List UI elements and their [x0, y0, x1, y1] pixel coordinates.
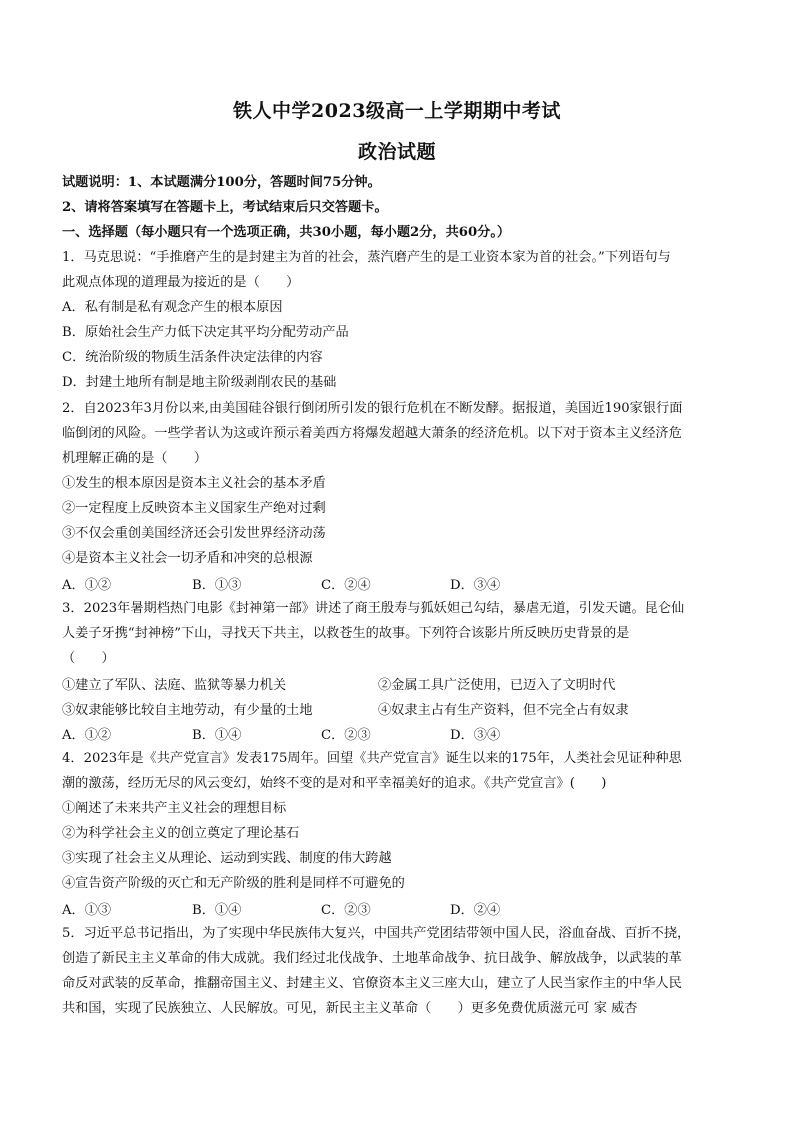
section-heading: 一、选择题（每小题只有一个选项正确，共30小题，每小题2分，共60分。）: [62, 225, 511, 240]
q5-stem-line-3: 命反对武装的反革命，推翻帝国主义、封建主义、官僚资本主义三座大山，建立了人民当家作主的中华人民: [62, 976, 682, 991]
exam-subtitle: 政治试题: [357, 141, 436, 163]
q2-statement-2: ②一定程度上反映资本主义国家生产绝对过剩: [62, 501, 326, 516]
q2-statement-1: ①发生的根本原因是资本主义社会的基本矛盾: [62, 476, 326, 491]
q3-statements-row-1: [62, 674, 738, 694]
q5-stem-line-1: 5．习近平总书记指出，为了实现中华民族伟大复兴，中国共产党团结带领中国人民，浴血奋战、百折不挠，: [62, 926, 691, 941]
q1-stem-line-2: 此观点体现的道理最为接近的是（ ）: [62, 275, 300, 290]
q4-option-d: D．②④: [450, 903, 501, 918]
q4-option-a: A．①③: [62, 903, 112, 918]
q4-statement-4: ④宣告资产阶级的灭亡和无产阶级的胜利是同样不可避免的: [62, 876, 405, 891]
q2-stem-line-1: 2．自2023年3月份以来,由美国硅谷银行倒闭所引发的银行危机在不断发酵。据报道，美国近190家银行面: [62, 401, 683, 416]
instruction-line-1: 试题说明：1、本试题满分100分，答题时间75分钟。: [62, 175, 381, 190]
q3-option-d: D．③④: [450, 728, 501, 743]
q3-statement-3: ③奴隶能够比较自主地劳动，有少量的土地: [62, 703, 313, 718]
q2-statement-3: ③不仅会重创美国经济还会引发世界经济动荡: [62, 526, 326, 541]
q1-option-b: B．原始社会生产力低下决定其平均分配劳动产品: [62, 325, 349, 340]
q3-stem-line-1: 3．2023年暑期档热门电影《封神第一部》讲述了商王殷寿与狐妖妲己勾结，暴虐无道，引发天谴。昆仑仙: [62, 601, 685, 616]
q2-stem-line-2: 临倒闭的风险。一些学者认为这或许预示着美西方将爆发超越大萧条的经济危机。以下对于资本主义经济危: [62, 426, 682, 441]
exam-title: 铁人中学2023级高一上学期期中考试: [233, 100, 561, 122]
q4-statement-2: ②为科学社会主义的创立奠定了理论基石: [62, 826, 300, 841]
q3-option-c: C．②③: [321, 728, 371, 743]
q5-stem-line-4: 共和国，实现了民族独立、人民解放。可见，新民主主义革命（ ）更多免费优质滋元可 家 威杏: [62, 1001, 638, 1016]
q2-option-c: C．②④: [321, 578, 371, 593]
q3-statement-2: ②金属工具广泛使用，已迈入了文明时代: [378, 678, 616, 693]
instruction-line-2: 2、请将答案填写在答题卡上，考试结束后只交答题卡。: [62, 200, 388, 215]
q2-option-a: A．①②: [62, 578, 112, 593]
q4-stem-line-2: 潮的激荡，经历无尽的风云变幻，始终不变的是对和平幸福美好的追求。《共产党宣言》( ): [62, 776, 607, 791]
q4-statement-1: ①阐述了未来共产主义社会的理想目标: [62, 801, 287, 816]
q2-stem-line-3: 机理解正确的是（ ）: [62, 451, 208, 466]
q3-statement-1: ①建立了军队、法庭、监狱等暴力机关: [62, 678, 287, 693]
q3-stem-line-3: （ ）: [62, 651, 115, 666]
q3-statement-4: ④奴隶主占有生产资料，但不完全占有奴隶: [378, 703, 629, 718]
q4-stem-line-1: 4．2023年是《共产党宣言》发表175周年。回望《共产党宣言》诞生以来的175年，人类社会见证种种思: [62, 751, 682, 766]
q4-option-b: B．①④: [192, 903, 242, 918]
q2-option-d: D．③④: [450, 578, 501, 593]
q4-option-c: C．②③: [321, 903, 371, 918]
q3-option-b: B．①④: [192, 728, 242, 743]
q1-option-a: A．私有制是私有观念产生的根本原因: [62, 300, 283, 315]
q3-stem-line-2: 人姜子牙携“封神榜”下山，寻找天下共主，以救苍生的故事。下列符合该影片所反映历史背景的是: [62, 626, 630, 641]
q4-options: [62, 899, 738, 919]
q1-option-c: C．统治阶级的物质生活条件决定法律的内容: [62, 350, 323, 365]
q2-statement-4: ④是资本主义社会一切矛盾和冲突的总根源: [62, 551, 313, 566]
q1-option-d: D．封建土地所有制是地主阶级剥削农民的基础: [62, 375, 337, 390]
q4-statement-3: ③实现了社会主义从理论、运动到实践、制度的伟大跨越: [62, 851, 392, 866]
q3-statements-row-2: [62, 699, 738, 719]
q2-options: [62, 574, 738, 594]
q3-options: [62, 724, 738, 744]
q1-stem-line-1: 1．马克思说：“手推磨产生的是封建主为首的社会，蒸汽磨产生的是工业资本家为首的社会。”下列语句与: [62, 250, 671, 265]
q5-stem-line-2: 创造了新民主主义革命的伟大成就。我们经过北伐战争、土地革命战争、抗日战争、解放战争，以武装的革: [62, 951, 682, 966]
q2-option-b: B．①③: [192, 578, 242, 593]
q3-option-a: A．①②: [62, 728, 112, 743]
